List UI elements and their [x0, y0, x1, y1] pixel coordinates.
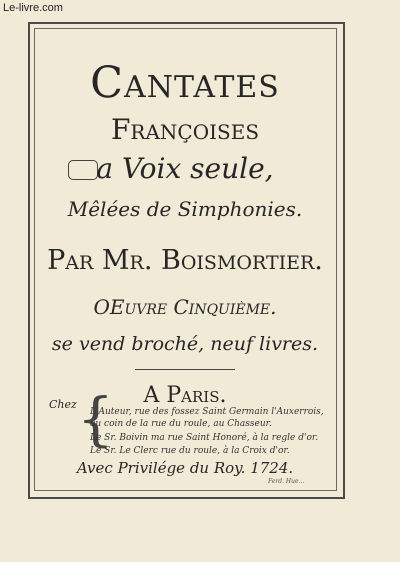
privilege-line: Avec Privilége du Roy. 1724. [76, 459, 294, 477]
address-line-1: L'Auteur, rue des fossez Saint Germain l'Auxerrois, [90, 407, 324, 417]
price-line: se vend broché, neuf livres. [51, 333, 319, 355]
opus-line: OEuvre Cinquième. [93, 295, 277, 319]
place-line: A Paris. [143, 383, 227, 408]
subtitle-simphonies: Mêlées de Simphonies. [67, 197, 303, 221]
brace-icon: { [77, 385, 114, 453]
title-voix-seule: a Voix seule, [96, 152, 274, 185]
title-cantates: Cantates [90, 58, 280, 108]
title-francoises: Françoises [110, 113, 260, 146]
engraver-signature: Ferd. Hue... [268, 478, 305, 485]
chez-label: Chez [49, 398, 77, 411]
address-line-2: au coin de la rue du roule, au Chasseur. [90, 419, 272, 429]
address-line-4: Le Sr. Le Clerc rue du roule, à la Croix d'or. [90, 446, 290, 456]
watermark: Le-livre.com [3, 2, 63, 14]
author-line: Par Mr. Boismortier. [47, 245, 323, 276]
address-line-3: Le Sr. Boivin ma rue Saint Honoré, à la regle d'or. [90, 433, 319, 443]
divider [135, 369, 235, 370]
